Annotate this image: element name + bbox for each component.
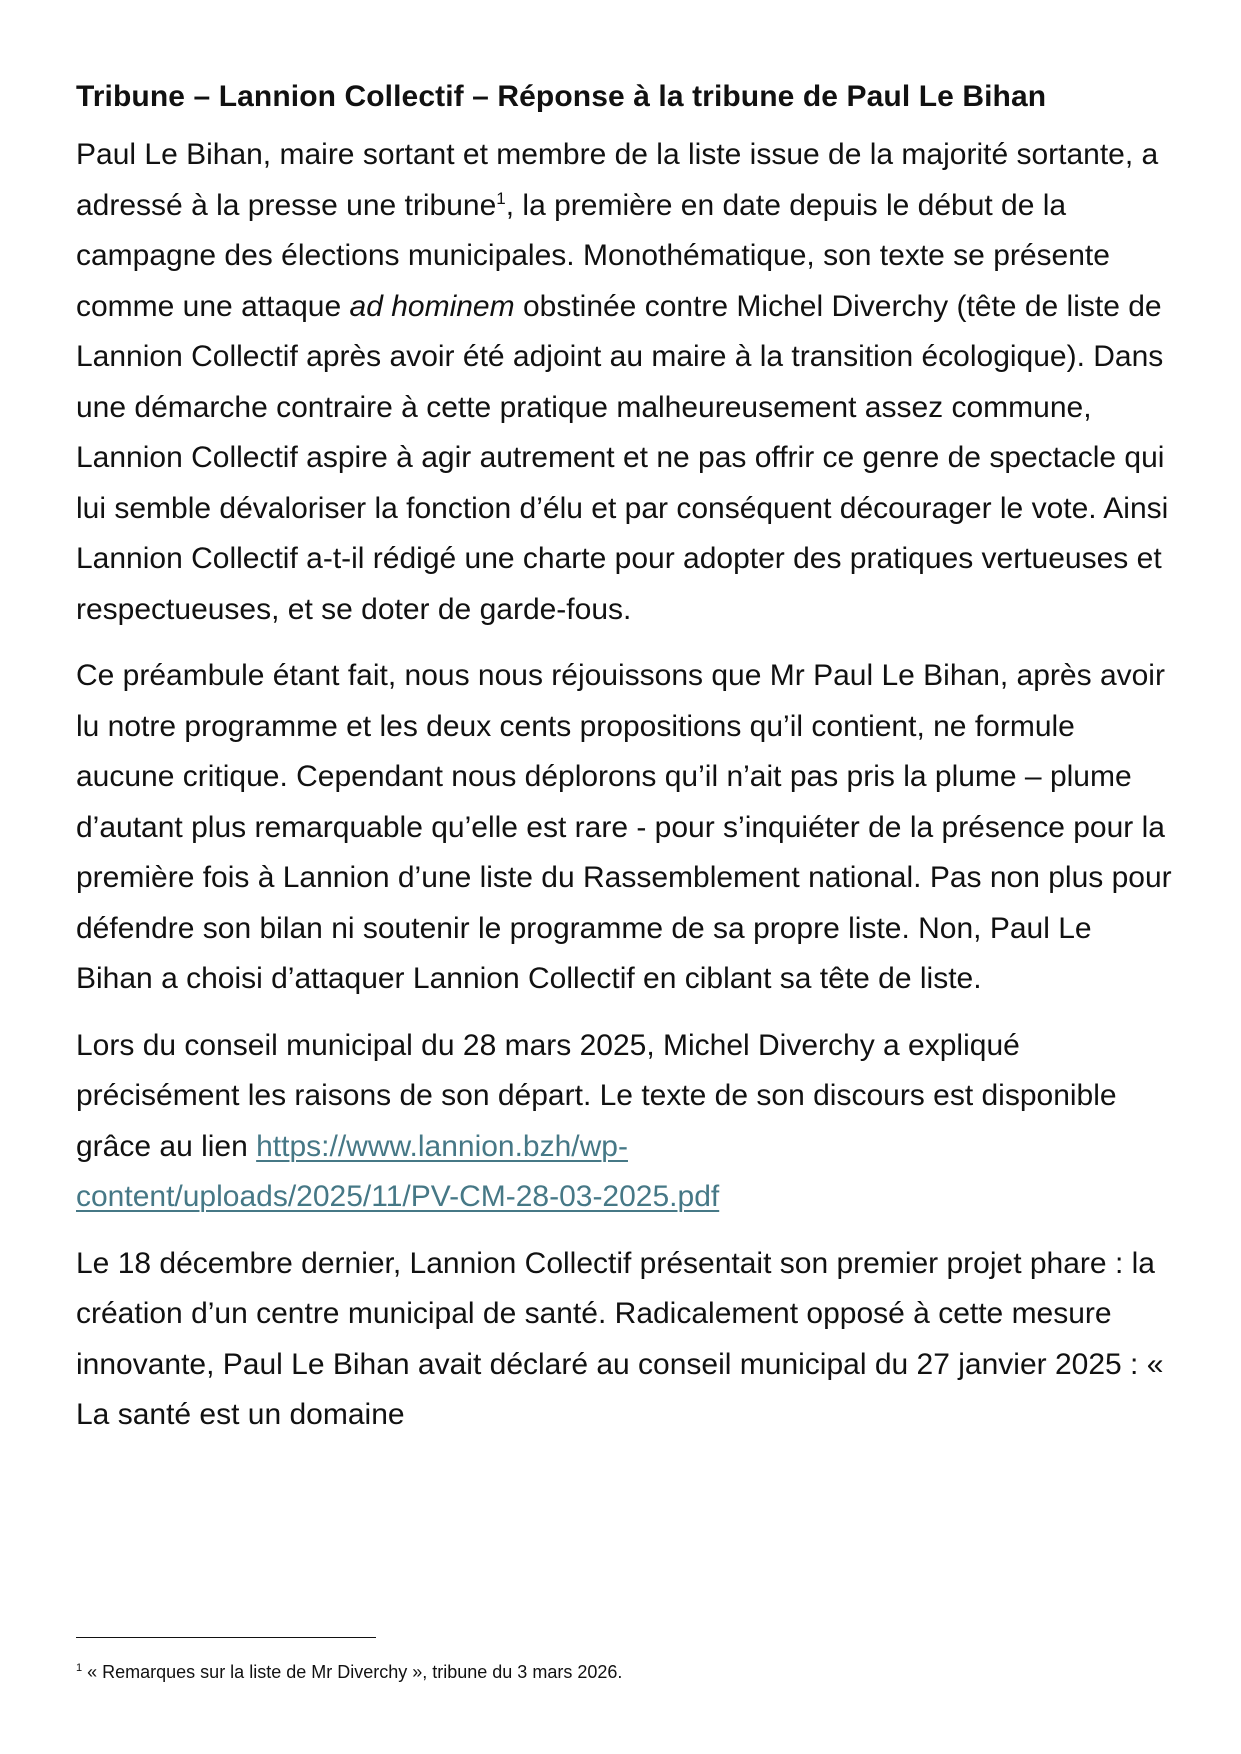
document-title: Tribune – Lannion Collectif – Réponse à la tribune de Paul Le Bihan [76, 80, 1047, 113]
footnote-separator [76, 1637, 376, 1638]
footnote-reference[interactable]: 1 [496, 188, 506, 208]
paragraph-3-text: Lors du conseil municipal du 28 mars 2025, Michel Diverchy a expliqué précisément les raisons de son départ. Le texte de son discours est disponible grâce au lien [76, 1028, 1117, 1163]
footnote-text: « Remarques sur la liste de Mr Diverchy », tribune du 3 mars 2026. [82, 1662, 623, 1682]
ad-hominem-emphasis: ad hominem [349, 289, 515, 323]
paragraph-1 [76, 130, 1176, 635]
document-body [76, 76, 1176, 1457]
footnote-marker: 1 [76, 1662, 83, 1674]
footnote [76, 1660, 622, 1684]
paragraph-4: Le 18 décembre dernier, Lannion Collectif présentait son premier projet phare : la création d’un centre municipal de santé. Radicalement opposé à cette mesure innovante, Paul Le Bihan avait déclaré au conseil municipal du 27 janvier 2025 : « La santé est un domaine [76, 1246, 1164, 1431]
paragraph-1-part-a: Paul Le Bihan, maire sortant et membre de la liste issue de la majorité sortante, a adressé à la presse une tribune [76, 138, 1159, 222]
paragraph-1-part-b: , la première en date depuis le début de la campagne des élections municipales. Monothématique, son texte se présente comme une attaque [76, 188, 1110, 323]
pv-link-line-2[interactable]: content/uploads/2025/11/PV-CM-28-03-2025.pdf [76, 1180, 720, 1213]
paragraph-2: Ce préambule étant fait, nous nous réjouissons que Mr Paul Le Bihan, après avoir lu notre programme et les deux cents propositions qu’il contient, ne formule aucune critique. Cependant nous déplorons qu’il n’ait pas pris la plume – plume d’autant plus remarquable qu’elle est rare - pour s’inquiéter de la présence pour la première fois à Lannion d’une liste du Rassemblement national. Pas non plus pour défendre son bilan ni soutenir le programme de sa propre liste. Non, Paul Le Bihan a choisi d’attaquer Lannion Collectif en ciblant sa tête de liste. [76, 659, 1172, 995]
paragraph-1-part-c: obstinée contre Michel Diverchy (tête de liste de Lannion Collectif après avoir été adjoint au maire à la transition écologique). Dans une démarche contraire à cette pratique malheureusement assez commune, Lannion Collectif aspire à agir autrement et ne pas offrir ce genre de spectacle qui lui semble dévaloriser la fonction d’élu et par conséquent décourager le vote. Ainsi Lannion Collectif a-t-il rédigé une charte pour adopter des pratiques vertueuses et respectueuses, et se doter de garde-fous. [76, 289, 1169, 626]
pv-link-line-1[interactable]: https://www.lannion.bzh/wp- [256, 1129, 628, 1163]
paragraph-3 [76, 1021, 1176, 1223]
